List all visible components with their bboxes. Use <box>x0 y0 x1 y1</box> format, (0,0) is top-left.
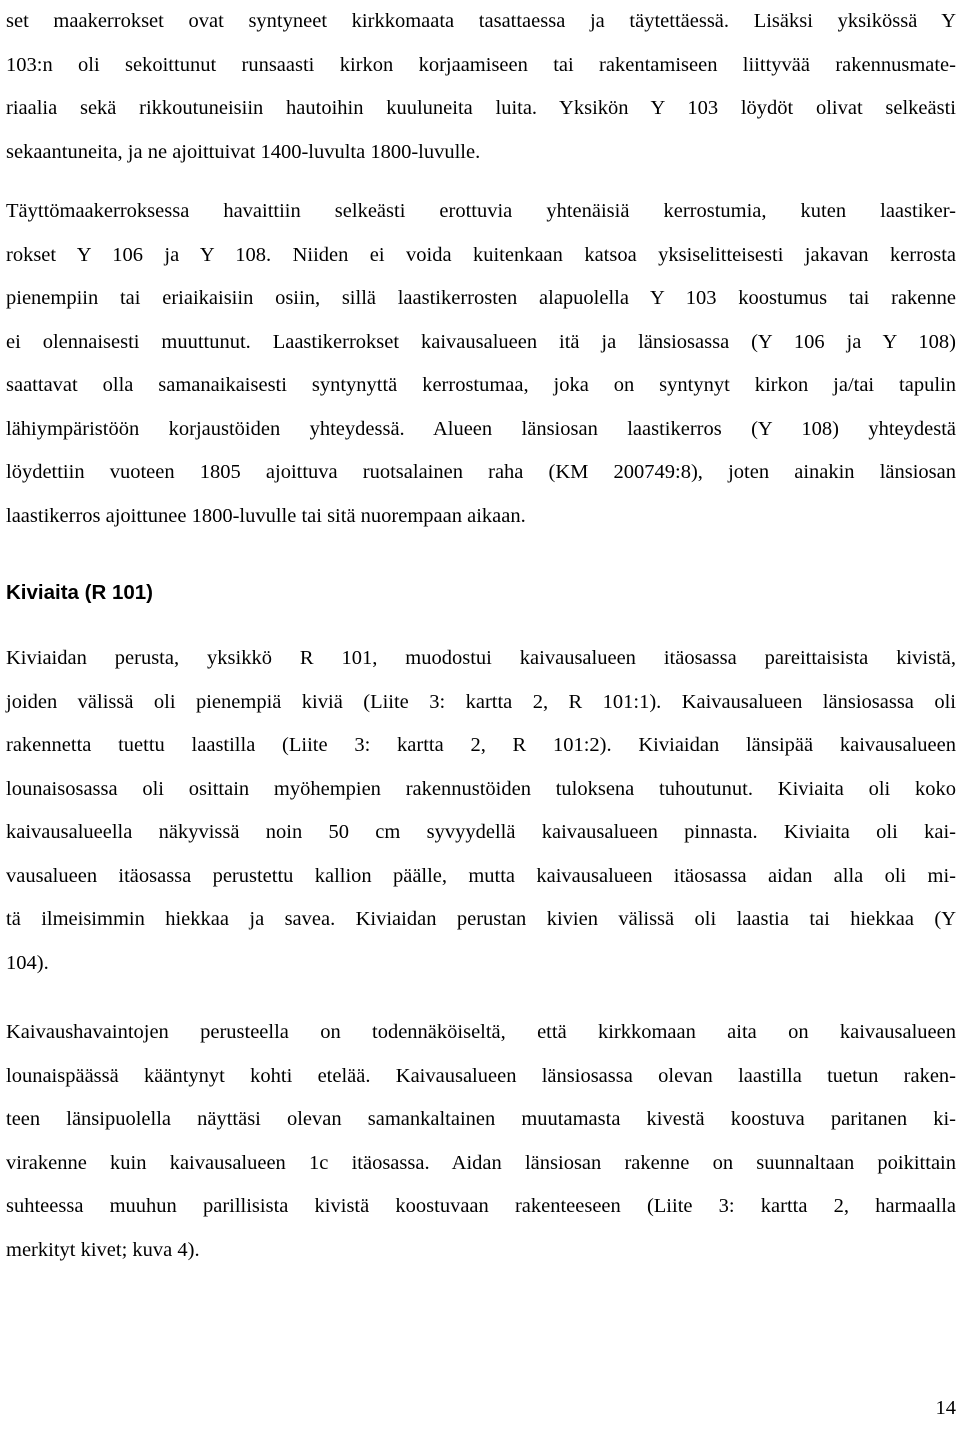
text-line: sekaantuneita, ja ne ajoittuivat 1400-luvulta 1800-luvulle. <box>6 140 481 163</box>
text-line: pienempiin tai eriaikaisiin osiin, sillä laastikerrosten alapuolella Y 103 koostumus tai rakenne <box>6 287 956 309</box>
text-line: 103:n oli sekoittunut runsaasti kirkon korjaamiseen tai rakentamiseen liittyvää rakennusmate- <box>6 53 956 76</box>
text-line: lounaisosassa oli osittain myöhempien rakennustöiden tuloksena tuhoutunut. Kiviaita oli koko <box>6 777 956 800</box>
text-line: lähiympäristöön korjaustöiden yhteydessä. Alueen länsiosan laastikerros (Y 108) yhteydestä <box>6 417 956 440</box>
text-line: kaivausalueella näkyvissä noin 50 cm syvyydellä kaivausalueen pinnasta. Kiviaita oli kai- <box>6 821 956 843</box>
paragraph-wall-turn <box>6 1011 956 1272</box>
text-line: 104). <box>6 951 49 974</box>
section-heading: Kiviaita (R 101) <box>6 581 153 604</box>
paragraph-stone-wall <box>6 637 956 985</box>
text-line: teen länsipuolella näyttäsi olevan samankaltainen muutamasta kivestä koostuva paritanen ki- <box>6 1108 956 1130</box>
text-line: lounaispäässä kääntynyt kohti etelää. Kaivausalueen länsiosassa olevan laastilla tuetun raken- <box>6 1064 956 1087</box>
text-line: ei olennaisesti muuttunut. Laastikerrokset kaivausalueen itä ja länsiosassa (Y 106 ja Y 108) <box>6 330 956 353</box>
text-line: suhteessa muuhun parillisista kivistä koostuvaan rakenteeseen (Liite 3: kartta 2, harmaalla <box>6 1195 956 1217</box>
text-line: rakennetta tuettu laastilla (Liite 3: kartta 2, R 101:2). Kiviaidan länsipää kaivausalueen <box>6 734 956 756</box>
text-line: Kaivaushavaintojen perusteella on todennäköiseltä, että kirkkomaan aita on kaivausalueen <box>6 1021 956 1043</box>
text-line: laastikerros ajoittunee 1800-luvulle tai sitä nuorempaan aikaan. <box>6 504 526 527</box>
page-number: 14 <box>935 1397 956 1419</box>
text-line: Kiviaidan perusta, yksikkö R 101, muodostui kaivausalueen itäosassa pareittaisista kivistä, <box>6 647 956 669</box>
text-line: virakenne kuin kaivausalueen 1c itäosassa. Aidan länsiosan rakenne on suunnaltaan poikittain <box>6 1151 956 1174</box>
text-line: set maakerrokset ovat syntyneet kirkkomaata tasattaessa ja täytettäessä. Lisäksi yksikössä Y <box>6 10 956 32</box>
text-line: vausalueen itäosassa perustettu kallion päälle, mutta kaivausalueen itäosassa aidan alla oli mi- <box>6 864 956 887</box>
text-line: riaalia sekä rikkoutuneisiin hautoihin kuuluneita luita. Yksikön Y 103 löydöt olivat selkeästi <box>6 97 956 119</box>
text-line: löydettiin vuoteen 1805 ajoittuva ruotsalainen raha (KM 200749:8), joten ainakin länsiosan <box>6 461 956 483</box>
text-line: merkityt kivet; kuva 4). <box>6 1238 200 1261</box>
text-line: rokset Y 106 ja Y 108. Niiden ei voida kuitenkaan katsoa yksiselitteisesti jakavan kerrosta <box>6 243 956 266</box>
text-line: tä ilmeisimmin hiekkaa ja savea. Kiviaidan perustan kivien välissä oli laastia tai hiekkaa (Y <box>6 908 956 930</box>
text-line: saattavat olla samanaikaisesti syntynyttä kerrostumaa, joka on syntynyt kirkon ja/tai tapulin <box>6 374 956 396</box>
text-line: Täyttömaakerroksessa havaittiin selkeästi erottuvia yhtenäisiä kerrostumia, kuten laastiker- <box>6 200 956 222</box>
text-line: joiden välissä oli pienempiä kiviä (Liite 3: kartta 2, R 101:1). Kaivausalueen länsiosassa oli <box>6 690 956 713</box>
paragraph-mortar-layers <box>6 190 956 538</box>
paragraph-fill-layers <box>6 0 956 174</box>
